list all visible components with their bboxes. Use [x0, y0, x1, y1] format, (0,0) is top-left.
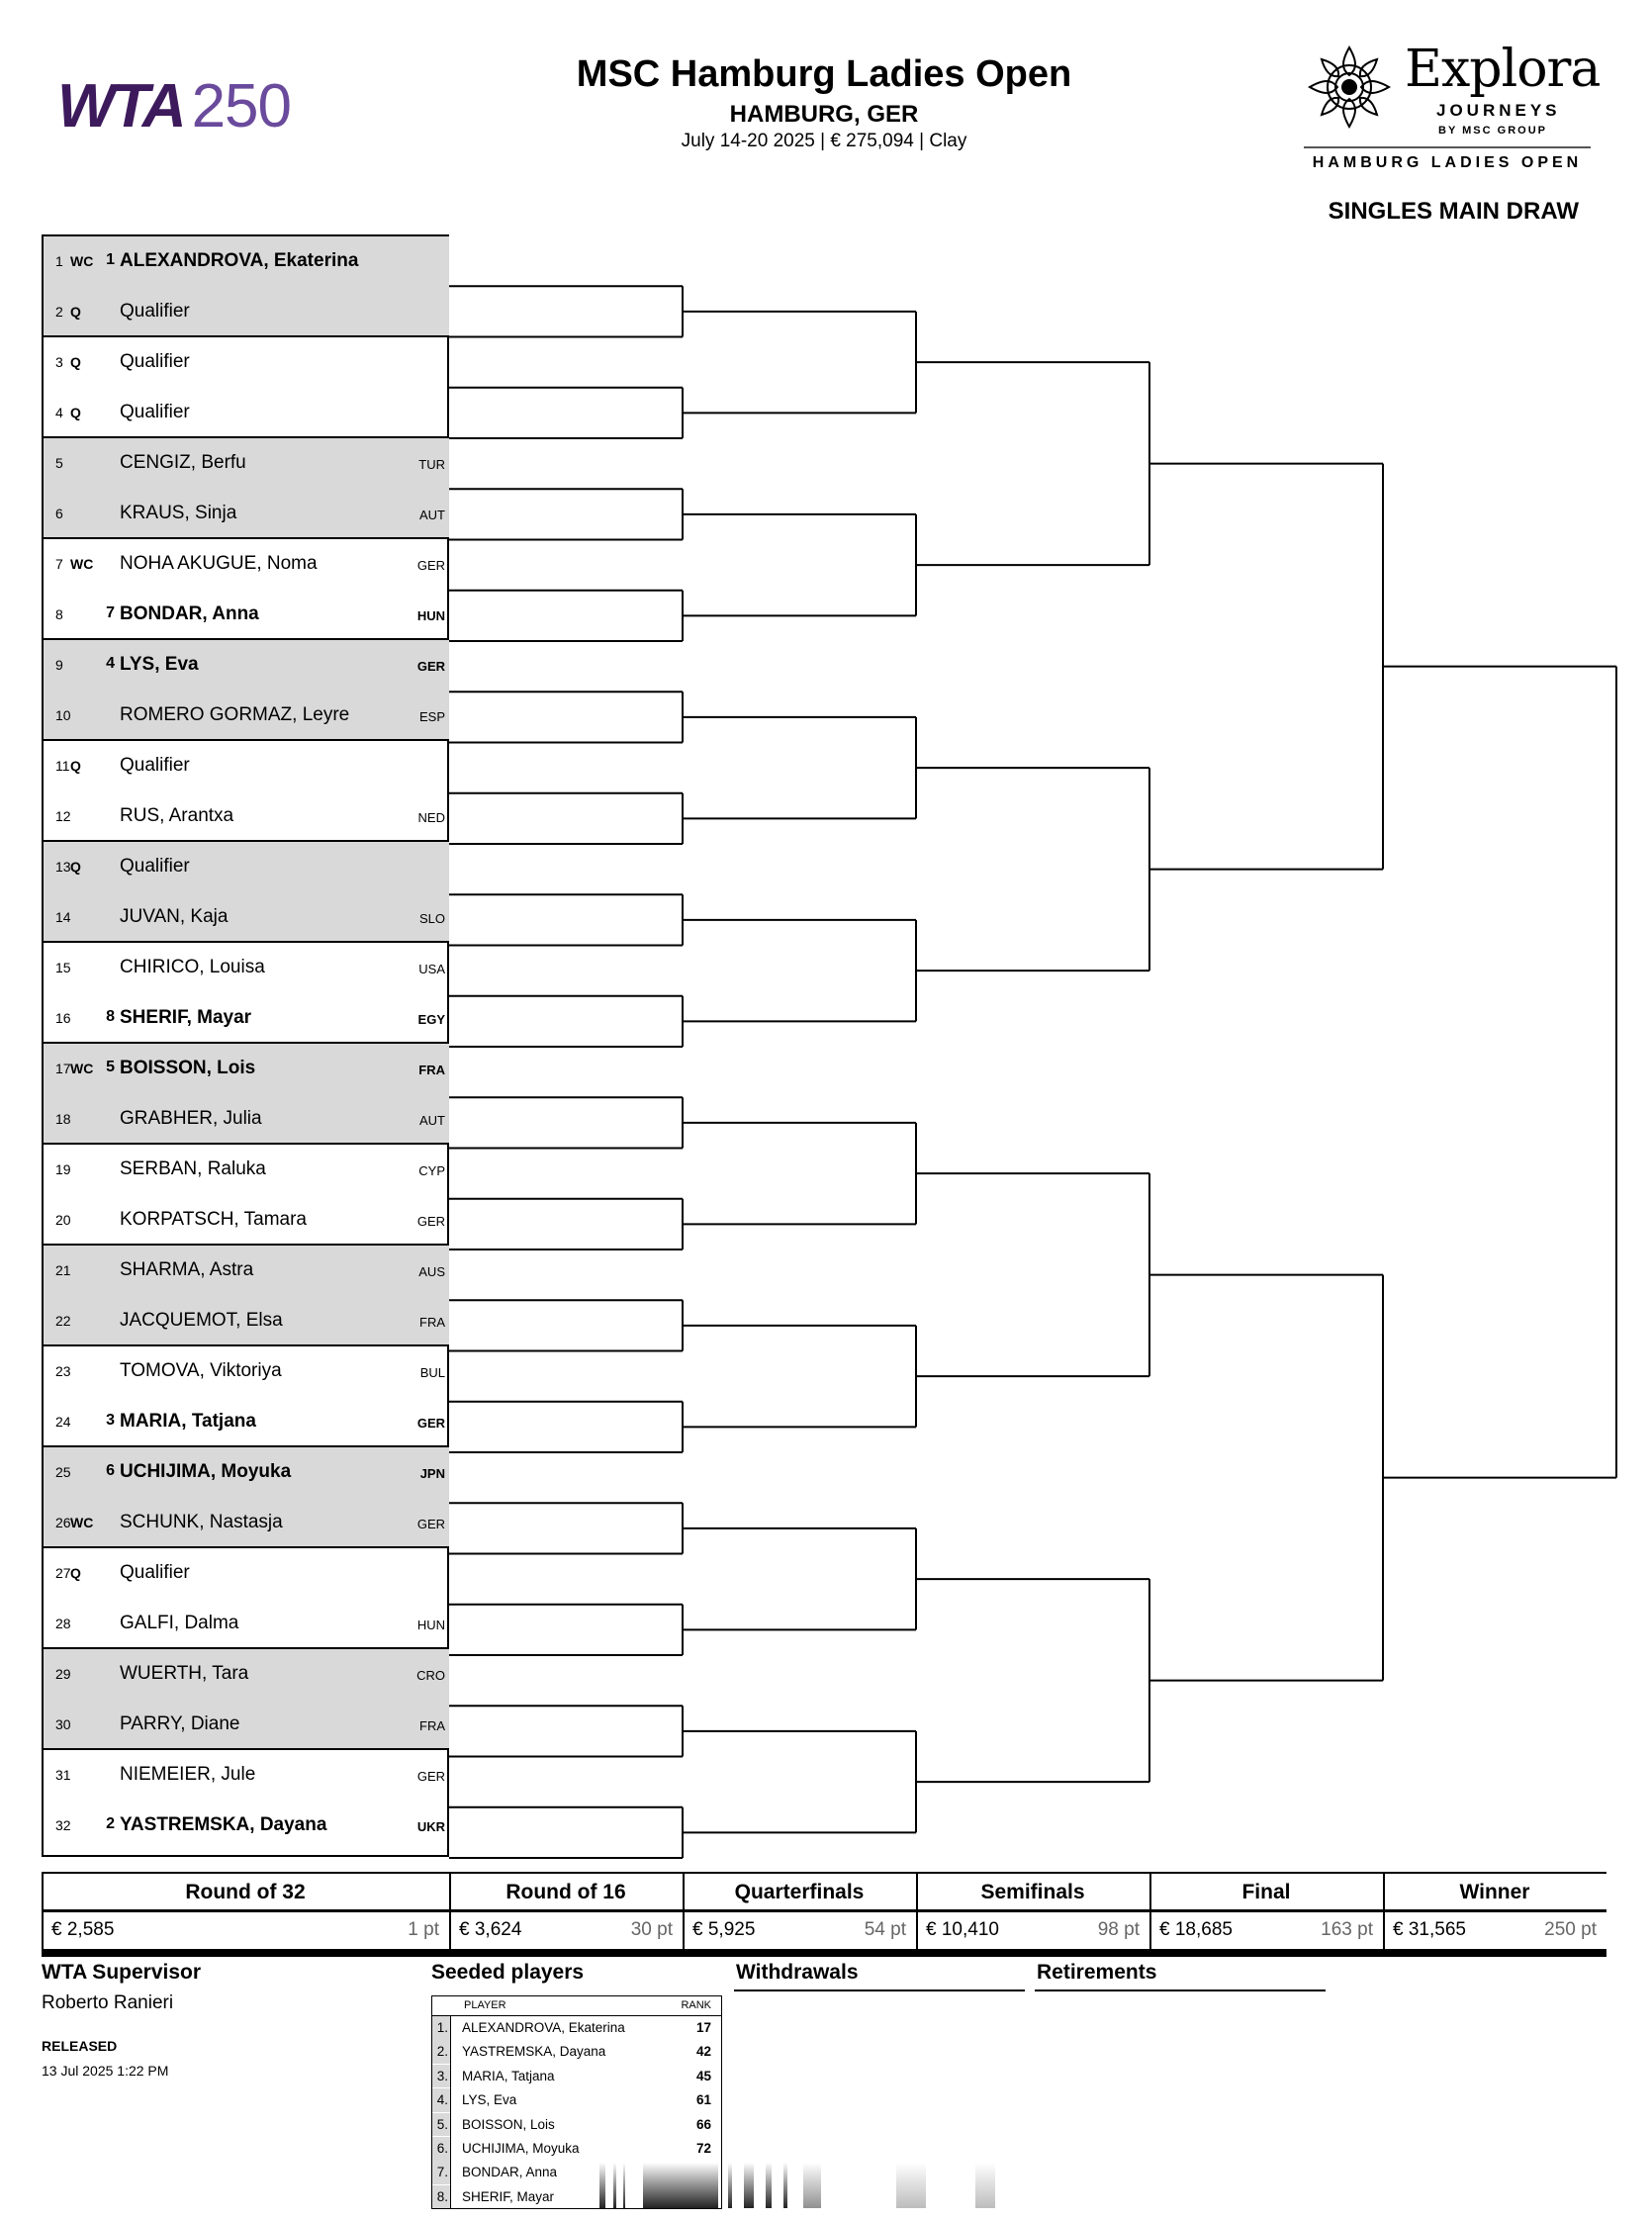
seed-number: 2 — [106, 1815, 115, 1832]
seeded-player-name: SHERIF, Mayar — [462, 2188, 555, 2204]
withdrawals-rule — [734, 1990, 1025, 1991]
round-name: Final — [1241, 1881, 1291, 1903]
player-name: BONDAR, Anna — [120, 603, 259, 624]
draw-number: 7 — [55, 556, 63, 572]
player-name: GRABHER, Julia — [120, 1108, 262, 1129]
player-name: NIEMEIER, Jule — [120, 1764, 256, 1785]
sponsor-brand: Explora — [1405, 40, 1601, 99]
draw-number: 13 — [55, 859, 71, 875]
draw-type-label: SINGLES MAIN DRAW — [1328, 198, 1579, 225]
country-code: GER — [416, 1517, 445, 1531]
seeded-player-name: LYS, Eva — [462, 2092, 517, 2108]
round-column — [449, 1872, 683, 1953]
seeded-player-rank: 72 — [695, 2141, 711, 2156]
player-name: Qualifier — [120, 1562, 190, 1583]
draw-number: 23 — [55, 1363, 71, 1379]
draw-number: 3 — [55, 354, 63, 370]
seed-number: 6 — [106, 1462, 115, 1479]
round-name: Round of 16 — [505, 1881, 626, 1903]
draw-number: 31 — [55, 1767, 71, 1783]
draw-number: 14 — [55, 909, 71, 925]
round-points: 98 pt — [1097, 1919, 1140, 1940]
round-prize: € 2,585 — [51, 1919, 115, 1940]
seeded-row — [432, 2137, 721, 2161]
round-name: Semifinals — [980, 1881, 1085, 1903]
draw-number: 16 — [55, 1010, 71, 1026]
player-name: RUS, Arantxa — [120, 805, 234, 826]
released-timestamp: 13 Jul 2025 1:22 PM — [42, 2063, 169, 2079]
seeded-player-rank: 66 — [695, 2116, 711, 2132]
round-column — [1149, 1872, 1383, 1953]
player-name: CENGIZ, Berfu — [120, 452, 246, 473]
entry-status: WC — [70, 253, 94, 269]
round-prize: € 18,685 — [1159, 1919, 1233, 1940]
player-name: ROMERO GORMAZ, Leyre — [120, 704, 350, 725]
player-name: TOMOVA, Viktoriya — [120, 1360, 282, 1381]
entry-status: Q — [70, 859, 81, 875]
seeded-player-name: ALEXANDROVA, Ekaterina — [462, 2020, 625, 2035]
draw-number: 1 — [55, 253, 63, 269]
country-code: HUN — [416, 608, 445, 623]
country-code: FRA — [418, 1063, 445, 1077]
rank-column-header: RANK — [681, 1999, 711, 2011]
tournament-title: MSC Hamburg Ladies Open — [576, 53, 1072, 95]
seeded-row — [432, 2065, 721, 2088]
country-code: SLO — [418, 911, 445, 926]
round-points: 250 pt — [1544, 1919, 1597, 1940]
country-code: GER — [416, 1214, 445, 1229]
round-column — [683, 1872, 916, 1953]
seeded-row — [432, 2088, 721, 2112]
seed-number: 8 — [106, 1008, 115, 1025]
seeded-player-name: UCHIJIMA, Moyuka — [462, 2141, 580, 2156]
draw-number: 2 — [55, 304, 63, 320]
round-column-divider — [1149, 1872, 1151, 1953]
country-code: USA — [418, 962, 445, 976]
draw-number: 27 — [55, 1565, 71, 1581]
country-code: CYP — [418, 1163, 445, 1178]
barcode-strip — [599, 2163, 1055, 2208]
round-points: 163 pt — [1321, 1919, 1373, 1940]
seeded-player-name: MARIA, Tatjana — [462, 2068, 555, 2083]
draw-number: 9 — [55, 657, 63, 673]
retirements-rule — [1035, 1990, 1326, 1991]
entry-status: Q — [70, 405, 81, 420]
entry-status: WC — [70, 556, 94, 572]
draw-number: 11 — [55, 758, 70, 774]
player-name: KORPATSCH, Tamara — [120, 1209, 307, 1230]
draw-number: 15 — [55, 960, 71, 975]
country-code: AUS — [418, 1264, 445, 1279]
seed-index: 7. — [432, 2161, 450, 2184]
draw-number: 6 — [55, 506, 63, 521]
country-code: TUR — [418, 457, 445, 472]
seed-number: 4 — [106, 655, 115, 672]
country-code: UKR — [416, 1819, 445, 1834]
seed-index: 2. — [432, 2040, 450, 2064]
rounds-bottom-rule — [42, 1949, 1606, 1957]
draw-number: 4 — [55, 405, 63, 420]
player-name: SHARMA, Astra — [120, 1259, 254, 1280]
player-name: WUERTH, Tara — [120, 1663, 249, 1684]
country-code: AUT — [419, 508, 445, 522]
entry-status: Q — [70, 304, 81, 320]
seed-index: 8. — [432, 2185, 450, 2209]
player-name: SERBAN, Raluka — [120, 1158, 266, 1179]
logo-level-text: 250 — [191, 72, 292, 140]
player-name: MARIA, Tatjana — [120, 1411, 256, 1432]
seeded-player-name: YASTREMSKA, Dayana — [462, 2044, 606, 2060]
player-name: LYS, Eva — [120, 654, 199, 675]
seeded-player-name: BOISSON, Lois — [462, 2116, 555, 2132]
player-name: JUVAN, Kaja — [120, 906, 229, 927]
seed-index: 4. — [432, 2088, 450, 2112]
seeded-table-header — [432, 1996, 721, 2016]
seed-index: 1. — [432, 2016, 450, 2040]
seed-index: 3. — [432, 2065, 450, 2088]
round-column-divider — [1383, 1872, 1385, 1953]
player-name: GALFI, Dalma — [120, 1613, 239, 1633]
player-name: KRAUS, Sinja — [120, 503, 237, 523]
country-code: GER — [416, 558, 445, 573]
released-label: RELEASED — [42, 2038, 118, 2054]
rounds-prize-table — [42, 1872, 1606, 1953]
player-name: PARRY, Diane — [120, 1713, 240, 1734]
seed-number: 3 — [106, 1412, 115, 1429]
seed-number: 1 — [106, 251, 115, 268]
withdrawals-heading: Withdrawals — [736, 1961, 859, 1984]
player-name: Qualifier — [120, 351, 190, 372]
player-name: Qualifier — [120, 856, 190, 877]
seeded-player-name: BONDAR, Anna — [462, 2165, 558, 2180]
round-points: 30 pt — [630, 1919, 673, 1940]
round-points: 54 pt — [864, 1919, 906, 1940]
round-column-divider — [916, 1872, 918, 1953]
entry-status: WC — [70, 1515, 94, 1530]
country-code: GER — [416, 1416, 445, 1431]
draw-number: 19 — [55, 1161, 71, 1177]
seeded-row — [432, 2113, 721, 2137]
player-name: Qualifier — [120, 755, 190, 776]
player-name: UCHIJIMA, Moyuka — [120, 1461, 292, 1482]
player-name: ALEXANDROVA, Ekaterina — [120, 250, 359, 271]
round-name: Quarterfinals — [734, 1881, 865, 1903]
country-code: HUN — [416, 1618, 445, 1632]
round-column — [916, 1872, 1149, 1953]
draw-number: 24 — [55, 1414, 71, 1430]
retirements-heading: Retirements — [1037, 1961, 1157, 1984]
sponsor-group: BY MSC GROUP — [1438, 125, 1547, 137]
country-code: NED — [417, 810, 445, 825]
draw-number: 30 — [55, 1716, 71, 1732]
draw-number: 5 — [55, 455, 63, 471]
seeded-row — [432, 2016, 721, 2040]
round-prize: € 31,565 — [1393, 1919, 1466, 1940]
round-points: 1 pt — [408, 1919, 439, 1940]
round-column — [1383, 1872, 1606, 1953]
draw-number: 22 — [55, 1313, 71, 1329]
seed-number: 5 — [106, 1059, 115, 1075]
seed-index: 6. — [432, 2137, 450, 2161]
supervisor-heading: WTA Supervisor — [42, 1961, 202, 1984]
player-name: BOISSON, Lois — [120, 1058, 256, 1078]
round-column-divider — [449, 1872, 451, 1953]
round-column-divider — [683, 1872, 685, 1953]
country-code: AUT — [419, 1113, 445, 1128]
entry-status: WC — [70, 1061, 94, 1076]
round-column-divider — [42, 1872, 44, 1953]
draw-number: 28 — [55, 1616, 71, 1631]
round-column — [42, 1872, 449, 1953]
draw-number: 25 — [55, 1464, 71, 1480]
seeded-player-rank: 42 — [695, 2044, 711, 2060]
sponsor-event-name: HAMBURG LADIES OPEN — [1312, 154, 1583, 171]
draw-number: 32 — [55, 1817, 71, 1833]
sponsor-journeys: JOURNEYS — [1436, 101, 1561, 120]
logo-tier-text: WTA — [57, 72, 184, 140]
country-code: CRO — [416, 1668, 445, 1683]
draw-number: 18 — [55, 1111, 71, 1127]
seed-index: 5. — [432, 2113, 450, 2137]
player-name: SHERIF, Mayar — [120, 1007, 252, 1028]
seeded-player-rank: 61 — [695, 2092, 711, 2108]
country-code: BUL — [419, 1365, 445, 1380]
draw-number: 20 — [55, 1212, 71, 1228]
country-code: ESP — [418, 709, 445, 724]
seeded-players-heading: Seeded players — [431, 1961, 585, 1984]
seeded-row — [432, 2040, 721, 2064]
country-code: GER — [416, 1769, 445, 1784]
country-code: EGY — [417, 1012, 445, 1027]
country-code: JPN — [419, 1466, 445, 1481]
draw-number: 12 — [55, 808, 71, 824]
draw-number: 21 — [55, 1262, 71, 1278]
player-name: NOHA AKUGUE, Noma — [120, 553, 318, 574]
draw-number: 17 — [55, 1061, 71, 1076]
entry-status: Q — [70, 354, 81, 370]
entry-status: Q — [70, 758, 81, 774]
seeded-player-rank: 45 — [695, 2068, 711, 2083]
player-name: YASTREMSKA, Dayana — [120, 1814, 327, 1835]
draw-number: 29 — [55, 1666, 71, 1682]
player-name: Qualifier — [120, 301, 190, 322]
draw-number: 26 — [55, 1515, 71, 1530]
seed-number: 7 — [106, 604, 115, 621]
player-name: CHIRICO, Louisa — [120, 957, 265, 977]
draw-number: 10 — [55, 707, 71, 723]
country-code: FRA — [419, 1718, 445, 1733]
tournament-location: HAMBURG, GER — [729, 101, 919, 128]
player-column-header: PLAYER — [464, 1999, 506, 2011]
player-name: JACQUEMOT, Elsa — [120, 1310, 283, 1331]
seeded-player-rank: 17 — [695, 2020, 711, 2035]
tournament-dateline: July 14-20 2025 | € 275,094 | Clay — [681, 131, 967, 151]
round-name: Winner — [1459, 1881, 1530, 1903]
round-prize: € 5,925 — [692, 1919, 756, 1940]
round-name: Round of 32 — [185, 1881, 306, 1903]
round-prize: € 10,410 — [926, 1919, 999, 1940]
round-prize: € 3,624 — [459, 1919, 522, 1940]
draw-number: 8 — [55, 606, 63, 622]
player-name: SCHUNK, Nastasja — [120, 1512, 283, 1532]
supervisor-name: Roberto Ranieri — [42, 1992, 174, 2013]
entry-status: Q — [70, 1565, 81, 1581]
country-code: GER — [416, 659, 445, 674]
player-name: Qualifier — [120, 402, 190, 422]
country-code: FRA — [419, 1315, 445, 1330]
